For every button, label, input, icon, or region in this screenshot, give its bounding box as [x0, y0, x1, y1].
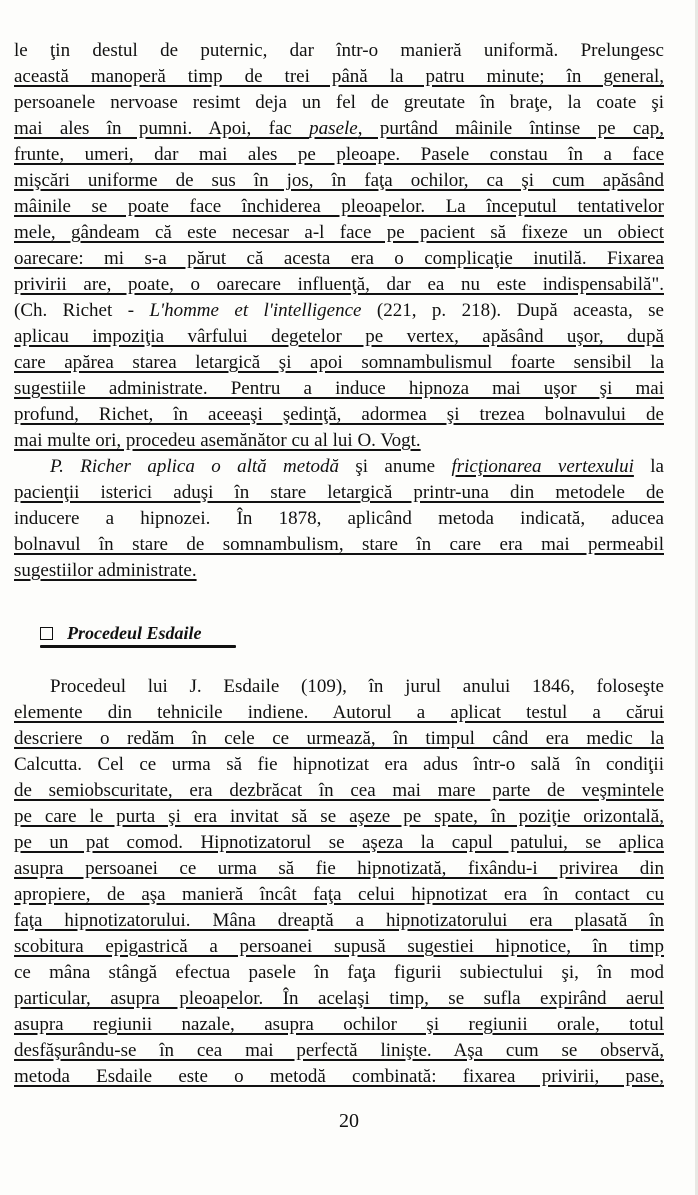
section-heading: [40, 620, 201, 646]
text-line: care apărea starea letargică şi apoi somnambulismul foarte sensibil la: [14, 352, 664, 373]
text-line: apropiere, de aşa manieră încât faţa celui hipnotizat era în contact cu: [14, 884, 664, 905]
paragraph-richet-quote: [14, 38, 664, 454]
text-line: asupra persoanei ce urma să fie hipnotizată, fixându-i privirea din: [14, 858, 664, 879]
text-span: mai ales în pumni. Apoi, fac: [14, 118, 310, 139]
text-line: asupra regiunii nazale, asupra ochilor şi regiunii orale, totul: [14, 1014, 664, 1035]
text-line: faţa hipnotizatorului. Mâna dreaptă a hipnotizatorului era plasată în: [14, 910, 664, 931]
text-line: aplicau impoziţia vârfului degetelor pe vertex, apăsând uşor, după: [14, 326, 664, 347]
text-line: inducere a hipnozei. În 1878, aplicând metoda indicată, aducea: [14, 508, 664, 529]
text-span: la: [633, 456, 664, 477]
text-line: persoanele nervoase resimt deja un fel de greutate în braţe, la coate şi: [14, 92, 664, 113]
text-line: [14, 454, 664, 480]
text-line: pe un pat comod. Hipnotizatorul se aşeza la capul patului, se aplica: [14, 832, 664, 853]
text-span: , purtând mâinile întinse pe cap,: [357, 118, 664, 139]
text-line: această manoperă timp de trei până la patru minute; în general,: [14, 66, 664, 87]
text-line: sugestiilor administrate.: [14, 560, 197, 581]
page-number: 20: [339, 1110, 359, 1132]
text-line: oarecare: mi s-a părut că acesta era o complicaţie inutilă. Fixarea: [14, 248, 664, 269]
paragraph-esdaile: [14, 674, 664, 1090]
text-line: mâinile se poate face închiderea pleoapelor. La începutul tentativelor: [14, 196, 664, 217]
text-line: [14, 298, 664, 324]
text-span: P. Richer: [50, 456, 148, 477]
text-line: elemente din tehnicile indiene. Autorul a aplicat testul a cărui: [14, 702, 664, 723]
italic-word-pasele: pasele: [309, 118, 358, 139]
italic-phrase: fricţionarea vertexului: [451, 456, 634, 477]
text-line: sugestiile administrate. Pentru a induce hipnoza mai uşor şi mai: [14, 378, 664, 399]
text-line: profund, Richet, în aceeaşi şedinţă, adormea şi trezea bolnavului de: [14, 404, 664, 425]
text-line: de semiobscuritate, era dezbrăcat în cea mai mare parte de veşmintele: [14, 780, 664, 801]
text-line: descriere o redăm în cele ce urmează, în timpul când era medic la: [14, 728, 664, 749]
text-line: Calcutta. Cel ce urma să fie hipnotizat era adus într-o sală în condiţii: [14, 754, 664, 775]
text-line: ce mâna stângă efectua pasele în faţa figurii subiectului şi, în mod: [14, 962, 664, 983]
text-line: bolnavul în stare de somnambulism, stare în care era mai permeabil: [14, 534, 664, 555]
text-line: mai multe ori, procedeu asemănător cu al lui O. Vogt.: [14, 430, 421, 451]
text-line: pacienţii isterici aduşi în stare letargică printr-una din metodele de: [14, 482, 664, 503]
paragraph-richer: [14, 454, 664, 584]
text-span: (Ch. Richet -: [14, 300, 150, 321]
text-line: pe care le purta şi era invitat să se aşeze pe spate, în poziţie orizontală,: [14, 806, 664, 827]
text-line: desfăşurându-se în cea mai perfectă linişte. Aşa cum se observă,: [14, 1040, 664, 1061]
text-line: mişcări uniforme de sus în jos, în faţa ochilor, ca şi cum apăsând: [14, 170, 664, 191]
text-line: privirii are, poate, o oarecare influenţă, dar ea nu este indispensabilă".: [14, 274, 664, 295]
section-heading-text: Procedeul Esdaile: [67, 622, 202, 643]
text-line: [14, 116, 664, 142]
italic-phrase: aplica o altă metodă: [147, 456, 339, 477]
text-span: şi anume: [338, 456, 452, 477]
text-line: mele, gândeam că este necesar a-l face pe pacient să fixeze un obiect: [14, 222, 664, 243]
text-line: scobitura epigastrică a persoanei supusă sugestiei hipnotice, în timp: [14, 936, 664, 957]
text-line: metoda Esdaile este o metodă combinată: fixarea privirii, pase,: [14, 1066, 664, 1087]
text-line: Procedeul lui J. Esdaile (109), în jurul anului 1846, foloseşte: [50, 676, 664, 697]
heading-underline-rule: [40, 645, 236, 648]
text-line: particular, asupra pleoapelor. În acelaşi timp, se sufla expirând aerul: [14, 988, 664, 1009]
text-line: frunte, umeri, dar mai ales pe pleoape. Pasele constau în a face: [14, 144, 664, 165]
checkbox-square-icon: [40, 627, 53, 640]
text-span: (221, p. 218). După aceasta, se: [361, 300, 664, 321]
text-line: le ţin destul de puternic, dar într-o manieră uniformă. Prelungesc: [14, 40, 664, 61]
book-title: L'homme et l'intelligence: [149, 300, 362, 321]
